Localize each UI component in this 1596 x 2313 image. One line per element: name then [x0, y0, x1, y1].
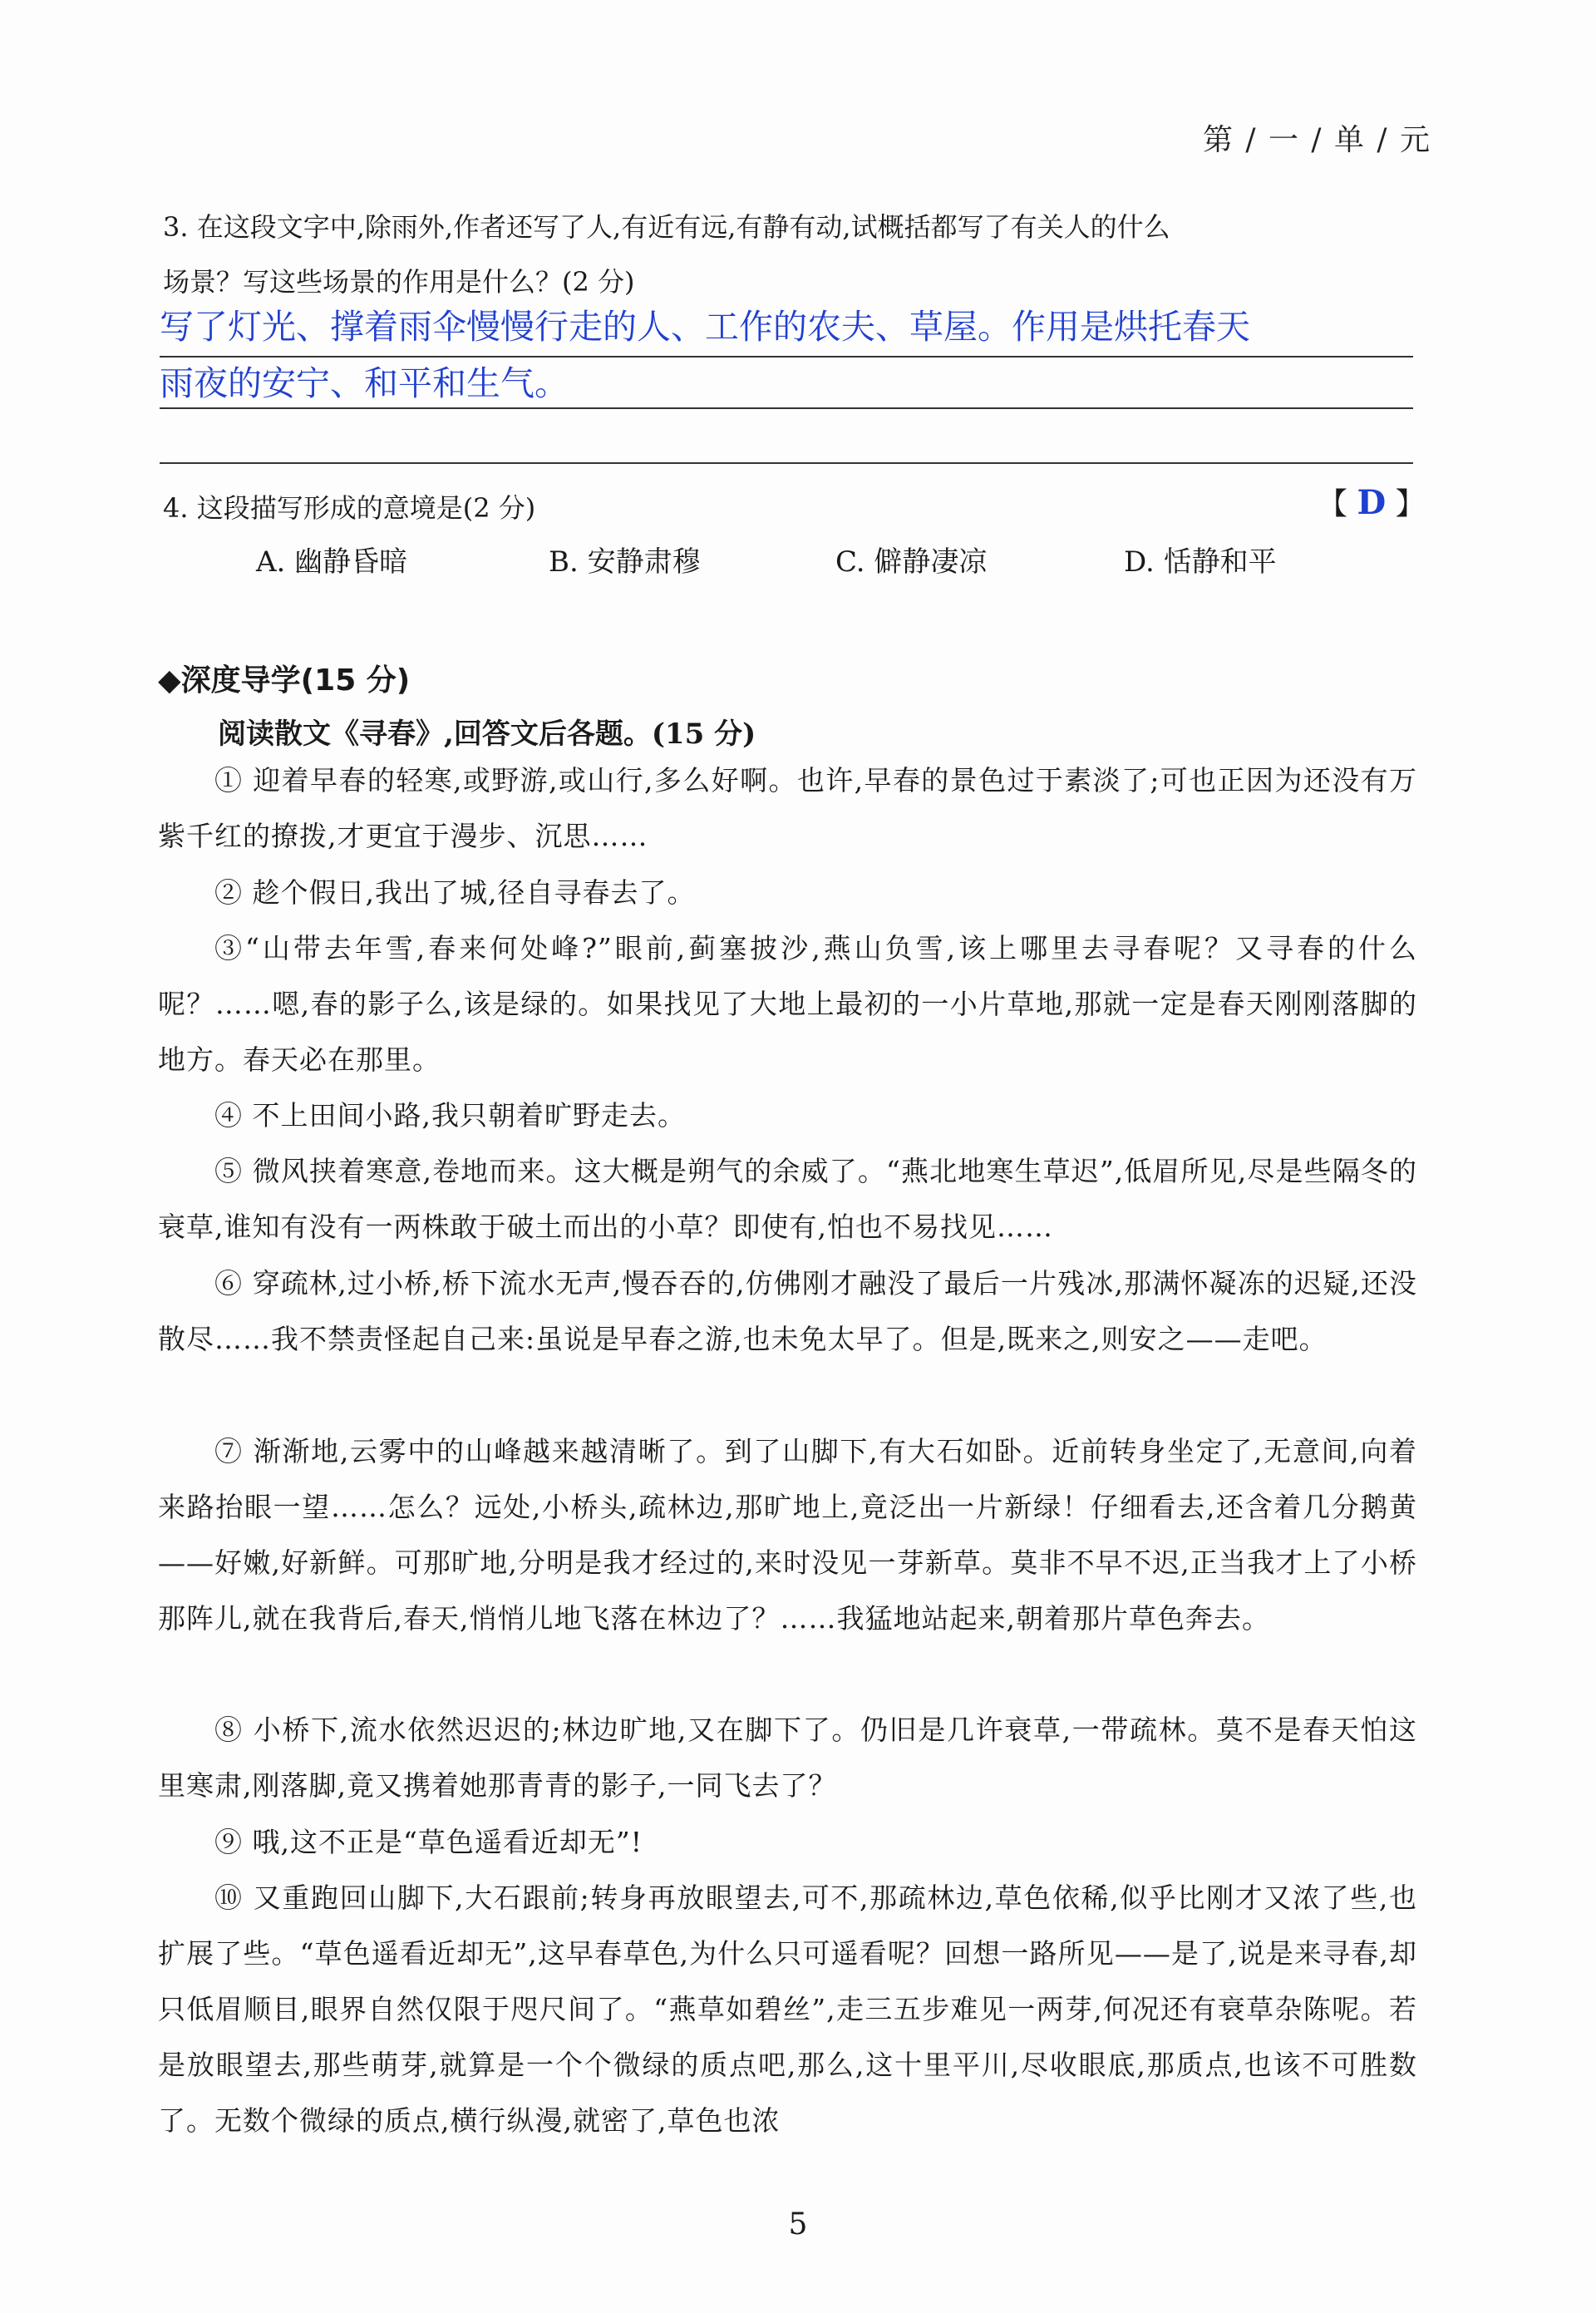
- bracket-left: 【: [1318, 487, 1348, 521]
- section-title: ◆深度导学(15 分): [158, 663, 411, 698]
- answer-rule-3: [160, 462, 1413, 464]
- question-3-answer-line1: 写了灯光、撑着雨伞慢慢行走的人、工作的农夫、草屋。作用是烘托春天: [160, 307, 1250, 347]
- question-3-answer-line2: 雨夜的安宁、和平和生气。: [160, 363, 569, 403]
- paragraph-8: ⑧ 小桥下,流水依然迟迟的;林边旷地,又在脚下了。仍旧是几许衰草,一带疏林。莫不是春天怕这里寒肃,刚落脚,竟又携着她那青青的影子,一同飞去了？: [158, 1714, 1417, 1802]
- question-4-answer: D: [1357, 483, 1387, 522]
- question-3-line1: 3. 在这段文字中,除雨外,作者还写了人,有近有远,有静有动,试概括都写了有关人的什么: [163, 211, 1170, 243]
- option-a: A. 幽静昏暗: [256, 545, 408, 579]
- option-d: D. 恬静和平: [1124, 545, 1277, 579]
- option-b: B. 安静肃穆: [549, 545, 701, 579]
- paragraph-5: ⑤ 微风挟着寒意,卷地而来。这大概是朔气的余威了。“燕北地寒生草迟”,低眉所见,尽是些隔冬的衰草,谁知有没有一两株敢于破土而出的小草？即使有,怕也不易找见……: [158, 1155, 1417, 1243]
- answer-rule-2: [160, 407, 1413, 409]
- paragraph-2: ② 趁个假日,我出了城,径自寻春去了。: [214, 876, 696, 909]
- bracket-right: 】: [1395, 487, 1426, 521]
- paragraph-9: ⑨ 哦,这不正是“草色遥看近却无”!: [214, 1826, 643, 1858]
- reading-instruction: 阅读散文《寻春》,回答文后各题。(15 分): [218, 718, 756, 751]
- paragraph-4: ④ 不上田间小路,我只朝着旷野走去。: [214, 1099, 686, 1132]
- option-c: C. 僻静凄凉: [835, 545, 988, 579]
- page-number: 5: [788, 2207, 808, 2241]
- unit-header: 第 / 一 / 单 / 元: [1202, 123, 1431, 157]
- paragraph-6: ⑥ 穿疏林,过小桥,桥下流水无声,慢吞吞的,仿佛刚才融没了最后一片残冰,那满怀凝冻的迟疑,还没散尽……我不禁责怪起自己来:虽说是早春之游,也未免太早了。但是,既来之,则安之——走吧。: [158, 1267, 1417, 1355]
- paragraph-1: ① 迎着早春的轻寒,或野游,或山行,多么好啊。也许,早春的景色过于素淡了;可也正因为还没有万紫千红的撩拨,才更宜于漫步、沉思……: [158, 764, 1417, 852]
- paragraph-10: ⑩ 又重跑回山脚下,大石跟前;转身再放眼望去,可不,那疏林边,草色依稀,似乎比刚才又浓了些,也扩展了些。“草色遥看近却无”,这早春草色,为什么只可遥看呢？回想一路所见——是了,说是来寻春,却只低眉顺目,眼界自然仅限于咫尺间了。“燕草如碧丝”,走三五步难见一两芽,何况还有衰草杂陈呢。若是放眼望去,那些萌芽,就算是一个个微绿的质点吧,那么,这十里平川,尽收眼底,那质点,也该不可胜数了。无数个微绿的质点,横行纵漫,就密了,草色也浓: [158, 1881, 1417, 2137]
- paragraph-3: ③“山带去年雪,春来何处峰?”眼前,蓟塞披沙,燕山负雪,该上哪里去寻春呢？又寻春的什么呢？……嗯,春的影子么,该是绿的。如果找见了大地上最初的一小片草地,那就一定是春天刚刚落脚的地方。春天必在那里。: [158, 932, 1417, 1076]
- paragraph-7: ⑦ 渐渐地,云雾中的山峰越来越清晰了。到了山脚下,有大石如卧。近前转身坐定了,无意间,向着来路抬眼一望……怎么？远处,小桥头,疏林边,那旷地上,竟泛出一片新绿！仔细看去,还含着几分鹅黄——好嫩,好新鲜。可那旷地,分明是我才经过的,来时没见一芽新草。莫非不早不迟,正当我才上了小桥那阵儿,就在我背后,春天,悄悄儿地飞落在林边了？……我猛地站起来,朝着那片草色奔去。: [158, 1435, 1417, 1635]
- question-3-line2: 场景？写这些场景的作用是什么？(2 分): [163, 266, 635, 298]
- question-4-stem: 4. 这段描写形成的意境是(2 分): [163, 492, 536, 524]
- answer-bracket: [1318, 481, 1426, 523]
